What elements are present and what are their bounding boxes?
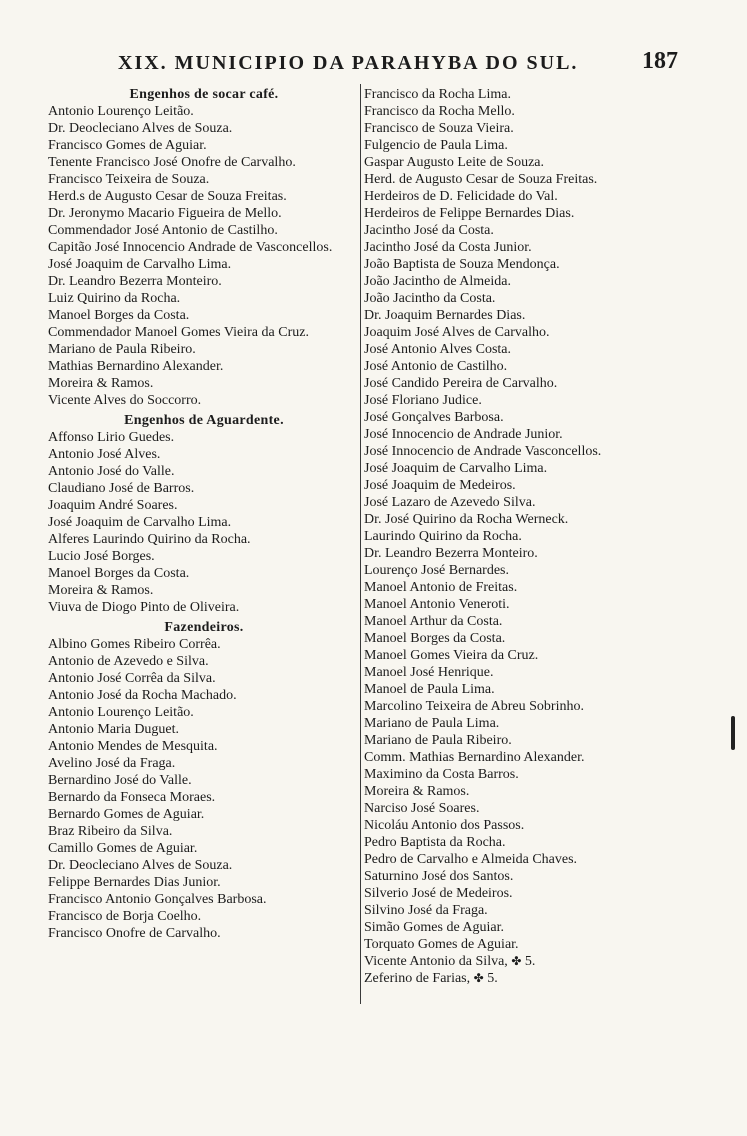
list-item: Herdeiros de Felippe Bernardes Dias. bbox=[364, 206, 575, 221]
list-item: José Gonçalves Barbosa. bbox=[364, 410, 504, 425]
list-item: Francisco Antonio Gonçalves Barbosa. bbox=[48, 892, 267, 907]
list-item: Vicente Alves do Soccorro. bbox=[48, 393, 202, 408]
list-item: Albino Gomes Ribeiro Corrêa. bbox=[48, 637, 221, 652]
list-item: Joaquim André Soares. bbox=[48, 498, 178, 513]
list-item: Pedro Baptista da Rocha. bbox=[364, 835, 506, 850]
list-item: Moreira & Ramos. bbox=[48, 376, 154, 391]
list-item: Lourenço José Bernardes. bbox=[364, 563, 510, 578]
list-item: Dr. Leandro Bezerra Monteiro. bbox=[364, 546, 538, 561]
list-item: Avelino José da Fraga. bbox=[48, 756, 176, 771]
list-item: Francisco da Rocha Mello. bbox=[364, 104, 515, 119]
list-item: Manoel de Paula Lima. bbox=[364, 682, 495, 697]
list-item: Manoel Gomes Vieira da Cruz. bbox=[364, 648, 539, 663]
list-item: Antonio José da Rocha Machado. bbox=[48, 688, 237, 703]
list-item bbox=[364, 953, 694, 970]
list-item: Antonio José Corrêa da Silva. bbox=[48, 671, 216, 686]
list-item: José Joaquim de Medeiros. bbox=[364, 478, 516, 493]
flower-symbol-icon: ✤ bbox=[511, 954, 522, 968]
list-item: Braz Ribeiro da Silva. bbox=[48, 824, 173, 839]
list-item: Manoel Antonio Veneroti. bbox=[364, 597, 510, 612]
list-item: Joaquim José Alves de Carvalho. bbox=[364, 325, 550, 340]
list-item: Mariano de Paula Ribeiro. bbox=[364, 733, 512, 748]
page-header bbox=[118, 48, 678, 78]
column-divider bbox=[360, 84, 361, 1004]
list-item: Commendador José Antonio de Castilho. bbox=[48, 223, 278, 238]
list-item: Francisco Gomes de Aguiar. bbox=[48, 138, 207, 153]
list-item: Francisco Onofre de Carvalho. bbox=[48, 926, 221, 941]
list-item: João Baptista de Souza Mendonça. bbox=[364, 257, 560, 272]
entry-number: 5. bbox=[487, 971, 498, 986]
list-item bbox=[364, 970, 694, 987]
right-column bbox=[364, 86, 694, 987]
list-item: Dr. Leandro Bezerra Monteiro. bbox=[48, 274, 222, 289]
list-item: Antonio José Alves. bbox=[48, 447, 161, 462]
list-item: Maximino da Costa Barros. bbox=[364, 767, 519, 782]
list-item: Simão Gomes de Aguiar. bbox=[364, 920, 504, 935]
margin-mark bbox=[731, 716, 735, 750]
list-item: José Antonio de Castilho. bbox=[364, 359, 508, 374]
list-item: Marcolino Teixeira de Abreu Sobrinho. bbox=[364, 699, 584, 714]
list-item: Mathias Bernardino Alexander. bbox=[48, 359, 224, 374]
list-item: Narciso José Soares. bbox=[364, 801, 480, 816]
list-item: Herdeiros de D. Felicidade do Val. bbox=[364, 189, 558, 204]
list-item: Antonio José do Valle. bbox=[48, 464, 175, 479]
entry-number: 5. bbox=[524, 954, 536, 969]
list-item: Manoel Antonio de Freitas. bbox=[364, 580, 518, 595]
list-item: Manoel Arthur da Costa. bbox=[364, 614, 503, 629]
list-item: Jacintho José da Costa. bbox=[364, 223, 494, 238]
list-item: Manoel José Henrique. bbox=[364, 665, 494, 680]
list-item: Moreira & Ramos. bbox=[48, 583, 154, 598]
list-item: José Antonio Alves Costa. bbox=[364, 342, 512, 357]
list-item: José Innocencio de Andrade Junior. bbox=[364, 427, 563, 442]
list-item: Francisco de Borja Coelho. bbox=[48, 909, 202, 924]
list-item: José Candido Pereira de Carvalho. bbox=[364, 376, 558, 391]
list-item: José Joaquim de Carvalho Lima. bbox=[48, 515, 232, 530]
list-item: João Jacintho da Costa. bbox=[364, 291, 496, 306]
left-column bbox=[48, 86, 360, 945]
list-item: Dr. Deocleciano Alves de Souza. bbox=[48, 121, 233, 136]
list-item: Alferes Laurindo Quirino da Rocha. bbox=[48, 532, 251, 547]
section-heading: Fazendeiros. bbox=[164, 620, 244, 635]
list-item: Comm. Mathias Bernardino Alexander. bbox=[364, 750, 585, 765]
list-item: Lucio José Borges. bbox=[48, 549, 155, 564]
list-item: Silvino José da Fraga. bbox=[364, 903, 488, 918]
list-item: José Floriano Judice. bbox=[364, 393, 482, 408]
flower-symbol-icon: ✤ bbox=[473, 971, 484, 985]
entry-name: Zeferino de Farias, bbox=[364, 971, 471, 986]
page-number: 187 bbox=[642, 48, 678, 74]
list-item: José Joaquim de Carvalho Lima. bbox=[48, 257, 232, 272]
list-item: Gaspar Augusto Leite de Souza. bbox=[364, 155, 545, 170]
section-heading: Engenhos de socar café. bbox=[129, 87, 279, 102]
list-item: Dr. José Quirino da Rocha Werneck. bbox=[364, 512, 569, 527]
list-item: Manoel Borges da Costa. bbox=[48, 308, 190, 323]
list-item: Antonio de Azevedo e Silva. bbox=[48, 654, 209, 669]
list-item: José Lazaro de Azevedo Silva. bbox=[364, 495, 536, 510]
list-item: Tenente Francisco José Onofre de Carvalho. bbox=[48, 155, 296, 170]
list-item: Moreira & Ramos. bbox=[364, 784, 470, 799]
list-item: Nicoláu Antonio dos Passos. bbox=[364, 818, 525, 833]
list-item: Laurindo Quirino da Rocha. bbox=[364, 529, 522, 544]
list-item: Herd.s de Augusto Cesar de Souza Freitas. bbox=[48, 189, 287, 204]
page-title: XIX. MUNICIPIO DA PARAHYBA DO SUL. bbox=[118, 52, 579, 74]
list-item: Dr. Joaquim Bernardes Dias. bbox=[364, 308, 526, 323]
list-item: Bernardino José do Valle. bbox=[48, 773, 192, 788]
list-item: Commendador Manoel Gomes Vieira da Cruz. bbox=[48, 325, 309, 340]
list-item: Torquato Gomes de Aguiar. bbox=[364, 937, 519, 952]
list-item: Francisco Teixeira de Souza. bbox=[48, 172, 210, 187]
list-item: Antonio Mendes de Mesquita. bbox=[48, 739, 218, 754]
list-item: Mariano de Paula Ribeiro. bbox=[48, 342, 196, 357]
list-item: Herd. de Augusto Cesar de Souza Freitas. bbox=[364, 172, 598, 187]
list-item: Mariano de Paula Lima. bbox=[364, 716, 500, 731]
list-item: Affonso Lirio Guedes. bbox=[48, 430, 175, 445]
list-item: João Jacintho de Almeida. bbox=[364, 274, 511, 289]
list-item: Dr. Jeronymo Macario Figueira de Mello. bbox=[48, 206, 282, 221]
list-item: Felippe Bernardes Dias Junior. bbox=[48, 875, 221, 890]
section-gap bbox=[48, 942, 360, 945]
list-item: Bernardo Gomes de Aguiar. bbox=[48, 807, 205, 822]
list-item: Bernardo da Fonseca Moraes. bbox=[48, 790, 216, 805]
list-item: Francisco de Souza Vieira. bbox=[364, 121, 514, 136]
list-item: Dr. Deocleciano Alves de Souza. bbox=[48, 858, 233, 873]
entry-name: Vicente Antonio da Silva, bbox=[364, 954, 508, 969]
list-item: Francisco da Rocha Lima. bbox=[364, 87, 511, 102]
list-item: Claudiano José de Barros. bbox=[48, 481, 195, 496]
list-item: Saturnino José dos Santos. bbox=[364, 869, 514, 884]
list-item: Manoel Borges da Costa. bbox=[48, 566, 190, 581]
list-item: Jacintho José da Costa Junior. bbox=[364, 240, 532, 255]
list-item: Fulgencio de Paula Lima. bbox=[364, 138, 508, 153]
list-item: Silverio José de Medeiros. bbox=[364, 886, 513, 901]
list-item: Pedro de Carvalho e Almeida Chaves. bbox=[364, 852, 578, 867]
list-item: Capitão José Innocencio Andrade de Vasconcellos. bbox=[48, 240, 333, 255]
list-item: Antonio Lourenço Leitão. bbox=[48, 705, 194, 720]
list-item: José Innocencio de Andrade Vasconcellos. bbox=[364, 444, 602, 459]
list-item: Camillo Gomes de Aguiar. bbox=[48, 841, 198, 856]
list-item: Manoel Borges da Costa. bbox=[364, 631, 506, 646]
list-item: José Joaquim de Carvalho Lima. bbox=[364, 461, 548, 476]
list-item: Antonio Lourenço Leitão. bbox=[48, 104, 194, 119]
list-item: Viuva de Diogo Pinto de Oliveira. bbox=[48, 600, 240, 615]
list-item: Antonio Maria Duguet. bbox=[48, 722, 180, 737]
section-heading: Engenhos de Aguardente. bbox=[124, 413, 284, 428]
list-item: Luiz Quirino da Rocha. bbox=[48, 291, 181, 306]
